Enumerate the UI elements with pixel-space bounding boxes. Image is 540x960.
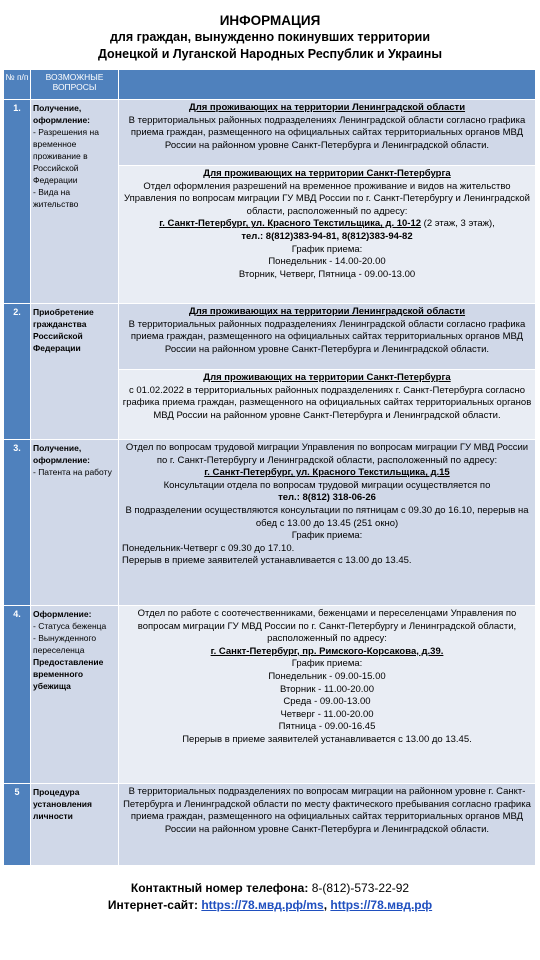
question-text: Предоставление временного убежища (33, 657, 104, 691)
document-subtitle-2: Донецкой и Луганской Народных Республик и Украины (97, 47, 443, 61)
answer-text: В подразделении осуществляются консультации по пятницам с 09.30 до 16.10, перерыв на обед с 13.00 до 13.45 (251 окно) (125, 504, 529, 529)
schedule-line: Понедельник - 09.00-15.00 (268, 670, 386, 682)
question-cell (31, 100, 119, 304)
contact-footer (0, 880, 540, 914)
phone-label: Контактный номер телефона: (130, 881, 309, 895)
schedule-label: График приема: (291, 243, 363, 255)
address-text: г. Санкт-Петербург, пр. Римского-Корсакова, д.39. (210, 645, 444, 657)
table-header-row (4, 70, 536, 100)
schedule-line: Вторник - 11.00-20.00 (280, 683, 374, 695)
column-header-questions: ВОЗМОЖНЫЕ ВОПРОСЫ (31, 70, 119, 100)
question-text: - Статуса беженца (33, 621, 107, 631)
table-row (4, 784, 536, 866)
schedule-line: Понедельник-Четверг с 09.30 до 17.10. (122, 542, 295, 554)
phone-text: тел.: 8(812) 318-06-26 (278, 492, 376, 504)
break-text: Перерыв в приеме заявителей устанавливается с 13.00 до 13.45. (182, 733, 472, 745)
question-text: Оформление: (33, 609, 92, 619)
table-row (4, 304, 536, 370)
schedule-line: Пятница - 09.00-16.45 (278, 721, 376, 733)
answer-cell-leningrad-region (119, 304, 536, 370)
schedule-line: Понедельник - 14.00-20.00 (268, 256, 386, 268)
question-text: - Патента на работу (33, 467, 112, 477)
answer-text: Отдел по работе с соотечественниками, беженцами и переселенцами Управления по вопросам миграции ГУ МВД России по г. Санкт-Петербургу и Ленинградской области, расположенный по адресу: (137, 608, 517, 645)
column-header-info (119, 70, 536, 100)
column-header-number: № п/п (4, 70, 31, 100)
document-subtitle-1: для граждан, вынужденно покинувших территории (109, 30, 431, 44)
answer-heading: Для проживающих на территории Ленинградской области (188, 306, 466, 317)
question-text: - Вида на жительство (33, 187, 79, 209)
table-row (4, 440, 536, 606)
answer-cell (119, 440, 536, 606)
row-number: 1. (4, 100, 31, 304)
question-cell (31, 606, 119, 784)
address-note: (2 этаж, 3 этаж), (421, 218, 495, 230)
phone-line (0, 880, 540, 897)
schedule-line: Среда - 09.00-13.00 (283, 696, 371, 708)
phone-text: тел.: 8(812)383-94-81, 8(812)383-94-82 (241, 230, 413, 242)
schedule-label: График приема: (291, 530, 363, 542)
answer-text: В территориальных районных подразделениях Ленинградской области согласно графика приема граждан, размещенного на официальных сайтах территориальных органов МВД России на районном уровне Санкт-Петербурга и Ленинградской области. (128, 114, 526, 151)
row-number: 2. (4, 304, 31, 440)
answer-text: Консультации отдела по вопросам трудовой миграции осуществляется по (163, 479, 491, 491)
phone-number: 8-(812)-573-22-92 (311, 881, 410, 895)
row-number: 5 (4, 784, 31, 866)
question-cell (31, 440, 119, 606)
website-label: Интернет-сайт (107, 898, 194, 912)
website-link-main[interactable]: https://78.мвд.рф (330, 898, 433, 912)
answer-cell-saint-petersburg (119, 370, 536, 440)
answer-heading: Для проживающих на территории Санкт-Петербурга (203, 372, 451, 383)
answer-cell (119, 606, 536, 784)
answer-heading: Для проживающих на территории Санкт-Петербурга (203, 168, 451, 179)
question-text: - Разрешения на временное проживание в Российской Федерации (33, 127, 99, 185)
break-text: Перерыв в приеме заявителей устанавливается с 13.00 до 13.45. (122, 555, 412, 567)
answer-heading: Для проживающих на территории Ленинградской области (188, 102, 466, 113)
schedule-label: График приема: (291, 658, 363, 670)
document-header (0, 0, 540, 63)
answer-text: Отдел по вопросам трудовой миграции Управления по вопросам миграции ГУ МВД России по г. Санкт-Петербургу и Ленинградской области, расположенный по адресу: (125, 442, 529, 466)
question-text: - Вынужденного переселенца (33, 633, 97, 655)
row-number: 3. (4, 440, 31, 606)
schedule-line: Четверг - 11.00-20.00 (280, 708, 374, 720)
website-link-ms[interactable]: https://78.мвд.рф/ms (201, 898, 324, 912)
address-text: г. Санкт-Петербург, ул. Красного Текстильщика, д. 10-12 (159, 218, 422, 230)
answer-text: В территориальных районных подразделениях Ленинградской области согласно графика приема граждан, размещенного на официальных сайтах территориальных органов МВД России на районном уровне Санкт-Петербурга и Ленинградской области. (128, 318, 526, 355)
answer-text: Отдел оформления разрешений на временное проживание и видов на жительство Управления по вопросам миграции ГУ МВД России по г. Санкт-Петербургу и Ленинградской области, расположенный по адресу: (124, 180, 530, 217)
website-line: Интернет-сайт: https://78.мвд.рф/ms, https://78.мвд.рф (107, 898, 433, 912)
row-number: 4. (4, 606, 31, 784)
table-row (4, 606, 536, 784)
answer-cell-saint-petersburg (119, 166, 536, 304)
table-row (4, 100, 536, 166)
answer-text: с 01.02.2022 в территориальных районных подразделениях г. Санкт-Петербурга согласно графика приема граждан, размещенного на официальных сайтах территориальных органов МВД России на районном уровне Санкт-Петербурга и Ленинградской области. (122, 384, 532, 421)
question-text: Приобретение гражданства Российской Федерации (33, 307, 94, 353)
schedule-line: Вторник, Четверг, Пятница - 09.00-13.00 (238, 268, 416, 280)
question-text: Процедура установления личности (33, 787, 92, 821)
question-cell (31, 304, 119, 440)
answer-cell-leningrad-region (119, 100, 536, 166)
document-title: ИНФОРМАЦИЯ (219, 13, 321, 28)
info-table (3, 69, 536, 866)
answer-text: В территориальных подразделениях по вопросам миграции на районном уровне г. Санкт-Петербурга и Ленинградской области по месту фактического пребывания согласно графика приема граждан, размещенного на официальных сайтах территориальных органов МВД России на районном уровне Санкт-Петербурга и Ленинградской области. (123, 786, 531, 835)
address-text: г. Санкт-Петербург, ул. Красного Текстильщика, д.15 (204, 467, 450, 479)
question-text: Получение, оформление: (33, 103, 91, 125)
answer-cell (119, 784, 536, 866)
question-cell (31, 784, 119, 866)
question-text: Получение, оформление: (33, 443, 91, 465)
